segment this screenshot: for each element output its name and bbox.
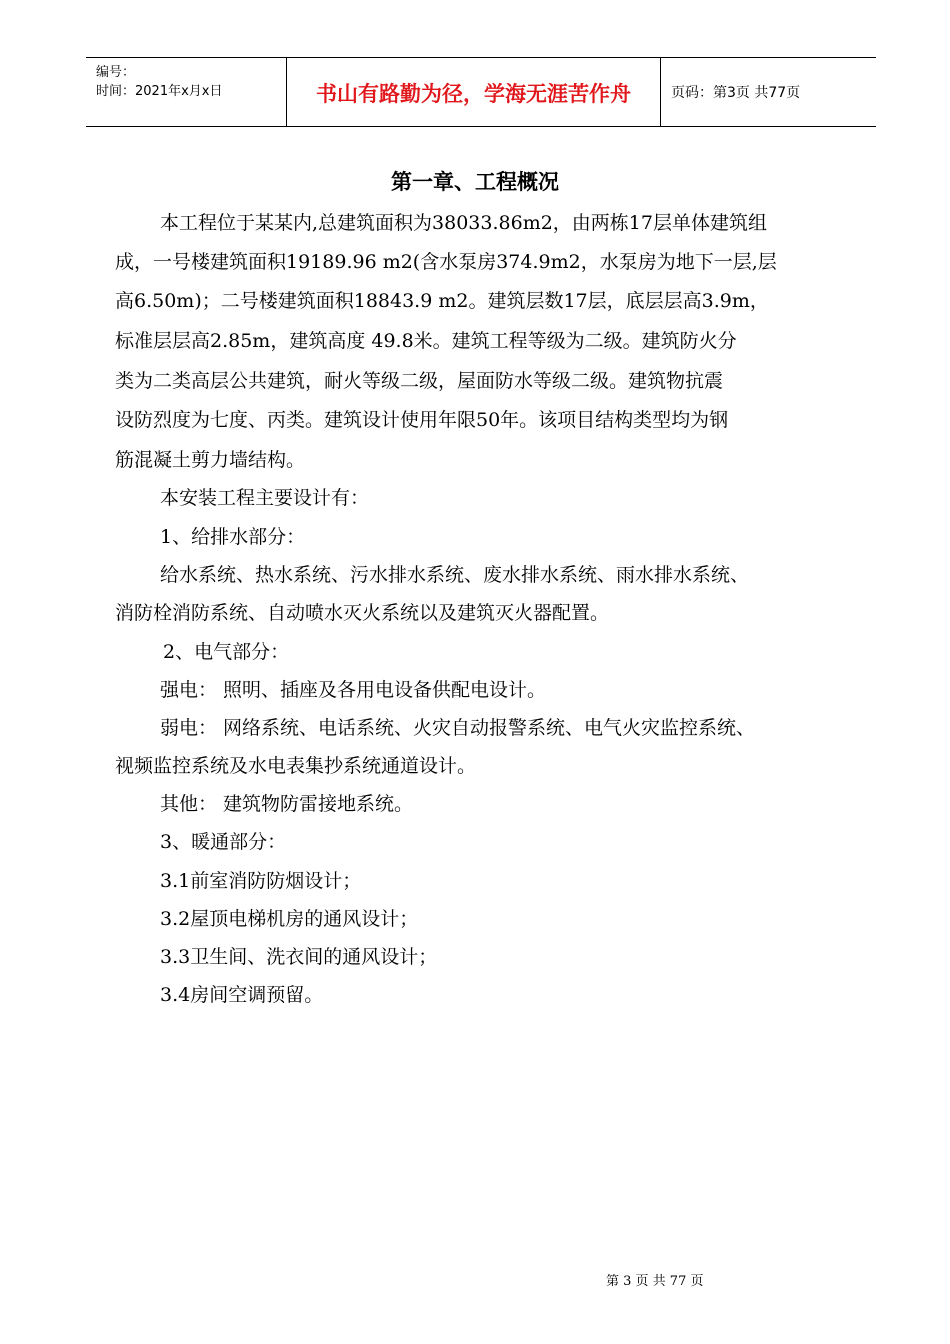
section-heading: 2、电气部分： (163, 641, 290, 663)
paragraph-line: 筋混凝土剪力墙结构。 (115, 449, 306, 471)
chapter-title: 第一章、工程概况 (391, 170, 559, 194)
paragraph-line: 类为二类高层公共建筑，耐火等级二级，屋面防水等级二级。建筑物抗震 (115, 370, 724, 392)
list-item: 3.1前室消防防烟设计； (160, 870, 362, 892)
paragraph-line: 其他： 建筑物防雷接地系统。 (160, 793, 414, 815)
paragraph-line: 本安装工程主要设计有： (160, 487, 370, 509)
paragraph-line: 成，一号楼建筑面积19189.96 m2(含水泵房374.9m2，水泵房为地下一层,层 (115, 251, 777, 273)
paragraph-line: 标准层层高2.85m，建筑高度 49.8米。建筑工程等级为二级。建筑防火分 (115, 330, 737, 352)
header-motto-cell (287, 58, 661, 126)
paragraph-line: 消防栓消防系统、自动喷水灭火系统以及建筑灭火器配置。 (115, 602, 610, 624)
section-heading: 1、给排水部分： (160, 526, 306, 548)
paragraph-line: 设防烈度为七度、丙类。建筑设计使用年限50年。该项目结构类型均为钢 (115, 409, 729, 431)
paragraph-line: 弱电： 网络系统、电话系统、火灾自动报警系统、电气火灾监控系统、 (160, 717, 756, 739)
header-motto: 书山有路勤为径，学海无涯苦作舟 (316, 82, 631, 106)
header-meta-cell (86, 58, 287, 126)
document-date-label: 时间：2021年x月x日 (96, 84, 223, 99)
section-heading: 3、暖通部分： (160, 831, 287, 853)
list-item: 3.3卫生间、洗衣间的通风设计； (160, 946, 438, 968)
paragraph-line: 高6.50m)；二号楼建筑面积18843.9 m2。建筑层数17层，底层层高3.9m， (115, 290, 769, 312)
paragraph-line: 视频监控系统及水电表集抄系统通道设计。 (115, 755, 477, 777)
list-item: 3.4房间空调预留。 (160, 984, 324, 1006)
header-page-cell (661, 58, 876, 126)
header-page-info: 页码：第3页 共77页 (671, 85, 801, 101)
page-header (86, 57, 876, 127)
list-item: 3.2屋顶电梯机房的通风设计； (160, 908, 419, 930)
page-footer: 第 3 页 共 77 页 (606, 1274, 704, 1289)
paragraph-line: 本工程位于某某内,总建筑面积为38033.86m2，由两栋17层单体建筑组 (160, 212, 767, 234)
paragraph-line: 给水系统、热水系统、污水排水系统、废水排水系统、雨水排水系统、 (160, 564, 750, 586)
paragraph-line: 强电： 照明、插座及各用电设备供配电设计。 (160, 679, 547, 701)
document-number-label: 编号： (96, 65, 136, 80)
